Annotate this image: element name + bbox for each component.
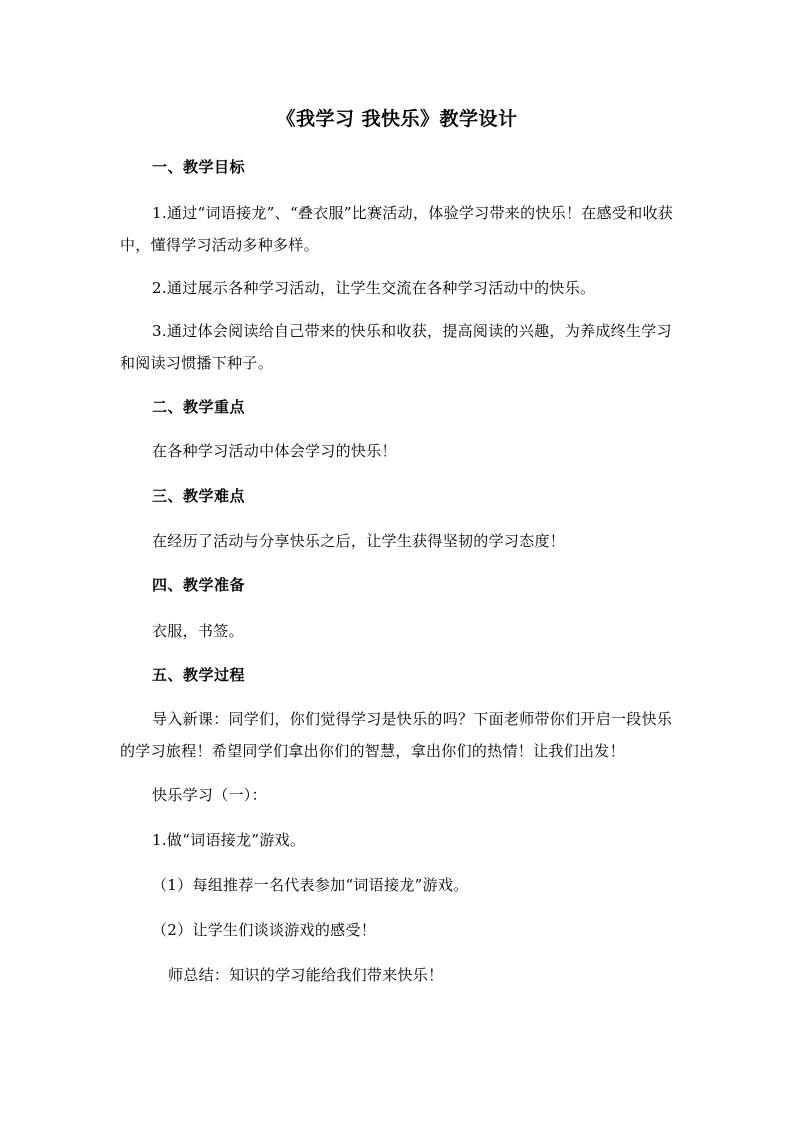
goal-item-2: 2.通过展示各种学习活动，让学生交流在各种学习活动中的快乐。 [152, 279, 596, 297]
difficulties-text: 在经历了活动与分享快乐之后，让学生获得坚韧的学习态度！ [152, 532, 566, 550]
key-points-text: 在各种学习活动中体会学习的快乐！ [152, 442, 397, 460]
goal-item-3: 3.通过体会阅读给自己带来的快乐和收获，提高阅读的兴趣，为养成终生学习和阅读习惯播下种子。 [120, 322, 672, 372]
process-sub1: （1）每组推荐一名代表参加“词语接龙”游戏。 [152, 876, 469, 894]
heading-key-points: 二、教学重点 [152, 398, 246, 416]
preparation-text: 衣服，书签。 [152, 622, 244, 640]
process-sub2: （2）让学生们谈谈游戏的感受！ [152, 921, 377, 939]
heading-difficulties: 三、教学难点 [152, 487, 246, 505]
process-intro: 导入新课：同学们，你们觉得学习是快乐的吗？下面老师带你们开启一段快乐的学习旅程！希望同学们拿出你们的智慧，拿出你们的热情！让我们出发！ [120, 710, 673, 760]
heading-teaching-goals: 一、教学目标 [152, 158, 246, 176]
document-title: 《我学习 我快乐》教学设计 [276, 108, 518, 130]
process-step1: 1.做“词语接龙”游戏。 [152, 831, 306, 849]
process-part1-label: 快乐学习（一）： [152, 786, 267, 804]
goal-item-1: 1.通过“词语接龙”、“叠衣服”比赛活动，体验学习带来的快乐！在感受和收获中，懂得学习活动多种多样。 [120, 204, 674, 254]
heading-process: 五、教学过程 [152, 666, 246, 684]
heading-preparation: 四、教学准备 [152, 576, 246, 594]
process-summary: 师总结：知识的学习能给我们带来快乐！ [168, 966, 444, 984]
